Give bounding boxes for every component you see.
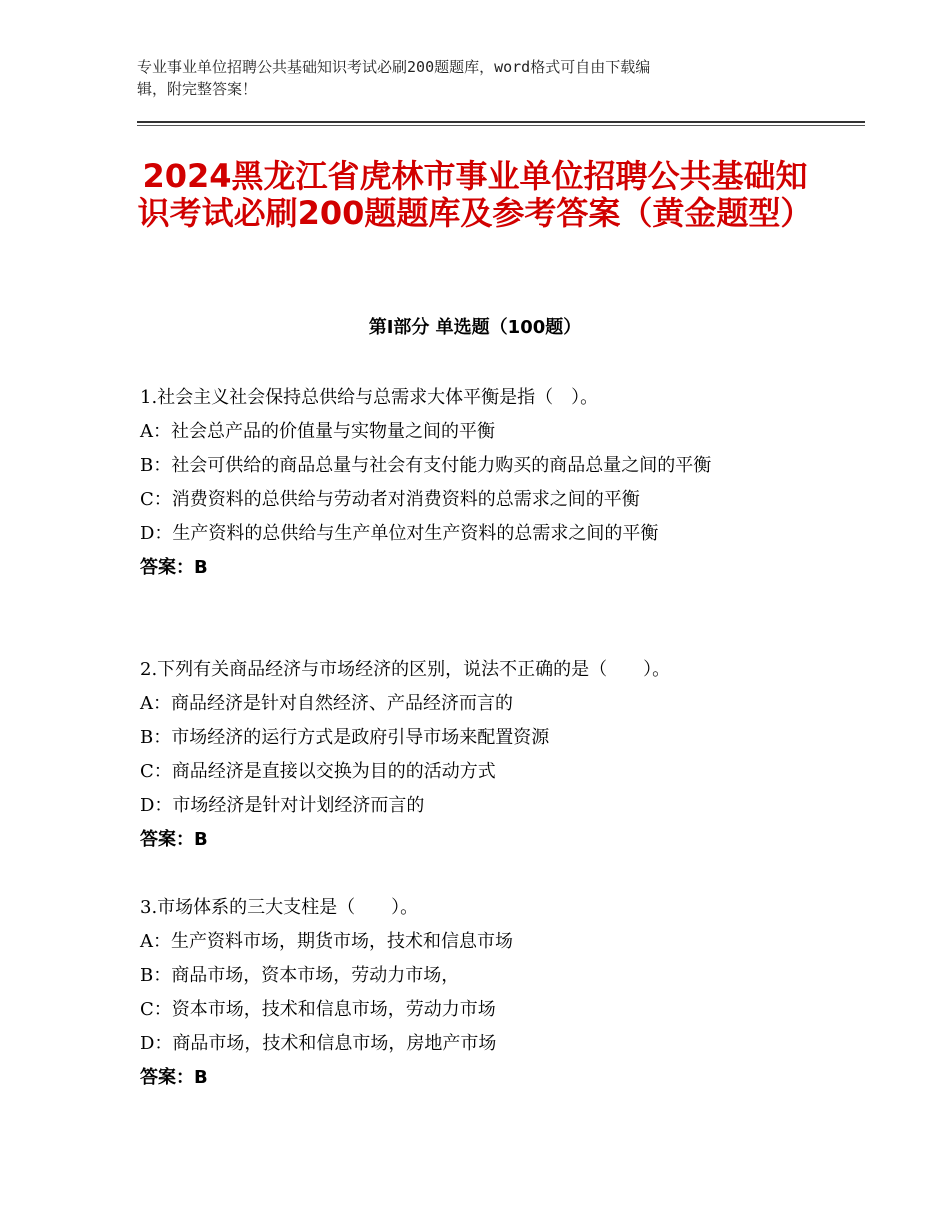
section-title: 第Ⅰ部分 单选题（100题） [368, 317, 582, 338]
question-3 [140, 891, 820, 1095]
option-b: B：商品市场，资本市场，劳动力市场， [140, 965, 460, 986]
option-d: D：商品市场，技术和信息市场，房地产市场 [140, 1033, 497, 1054]
option-b: B：社会可供给的商品总量与社会有支付能力购买的商品总量之间的平衡 [140, 455, 712, 476]
option-c: C：资本市场，技术和信息市场，劳动力市场 [140, 999, 496, 1020]
header-note: 专业事业单位招聘公共基础知识考试必刷200题题库，word格式可自由下载编 辑，附完整答案！ [137, 58, 651, 98]
answer: 答案：B [140, 829, 208, 850]
option-a: A：商品经济是针对自然经济、产品经济而言的 [140, 693, 513, 714]
question-stem: 1.社会主义社会保持总供给与总需求大体平衡是指（ ）。 [140, 387, 599, 408]
header-rule-thin [137, 125, 865, 126]
header-rule-thick [137, 121, 865, 123]
answer: 答案：B [140, 557, 208, 578]
question-stem: 3.市场体系的三大支柱是（ ）。 [140, 897, 419, 918]
option-a: A：社会总产品的价值量与实物量之间的平衡 [140, 421, 495, 442]
option-c: C：消费资料的总供给与劳动者对消费资料的总需求之间的平衡 [140, 489, 640, 510]
option-b: B：市场经济的运行方式是政府引导市场来配置资源 [140, 727, 550, 748]
option-a: A：生产资料市场，期货市场，技术和信息市场 [140, 931, 513, 952]
option-d: D：市场经济是针对计划经济而言的 [140, 795, 425, 816]
answer: 答案：B [140, 1067, 208, 1088]
question-2 [140, 653, 820, 857]
option-d: D：生产资料的总供给与生产单位对生产资料的总需求之间的平衡 [140, 523, 659, 544]
question-stem: 2.下列有关商品经济与市场经济的区别，说法不正确的是（ ）。 [140, 659, 671, 680]
document-title: 2024黑龙江省虎林市事业单位招聘公共基础知识考试必刷200题题库及参考答案（黄金题型） [137, 157, 813, 232]
option-c: C：商品经济是直接以交换为目的的活动方式 [140, 761, 496, 782]
question-1 [140, 381, 820, 585]
